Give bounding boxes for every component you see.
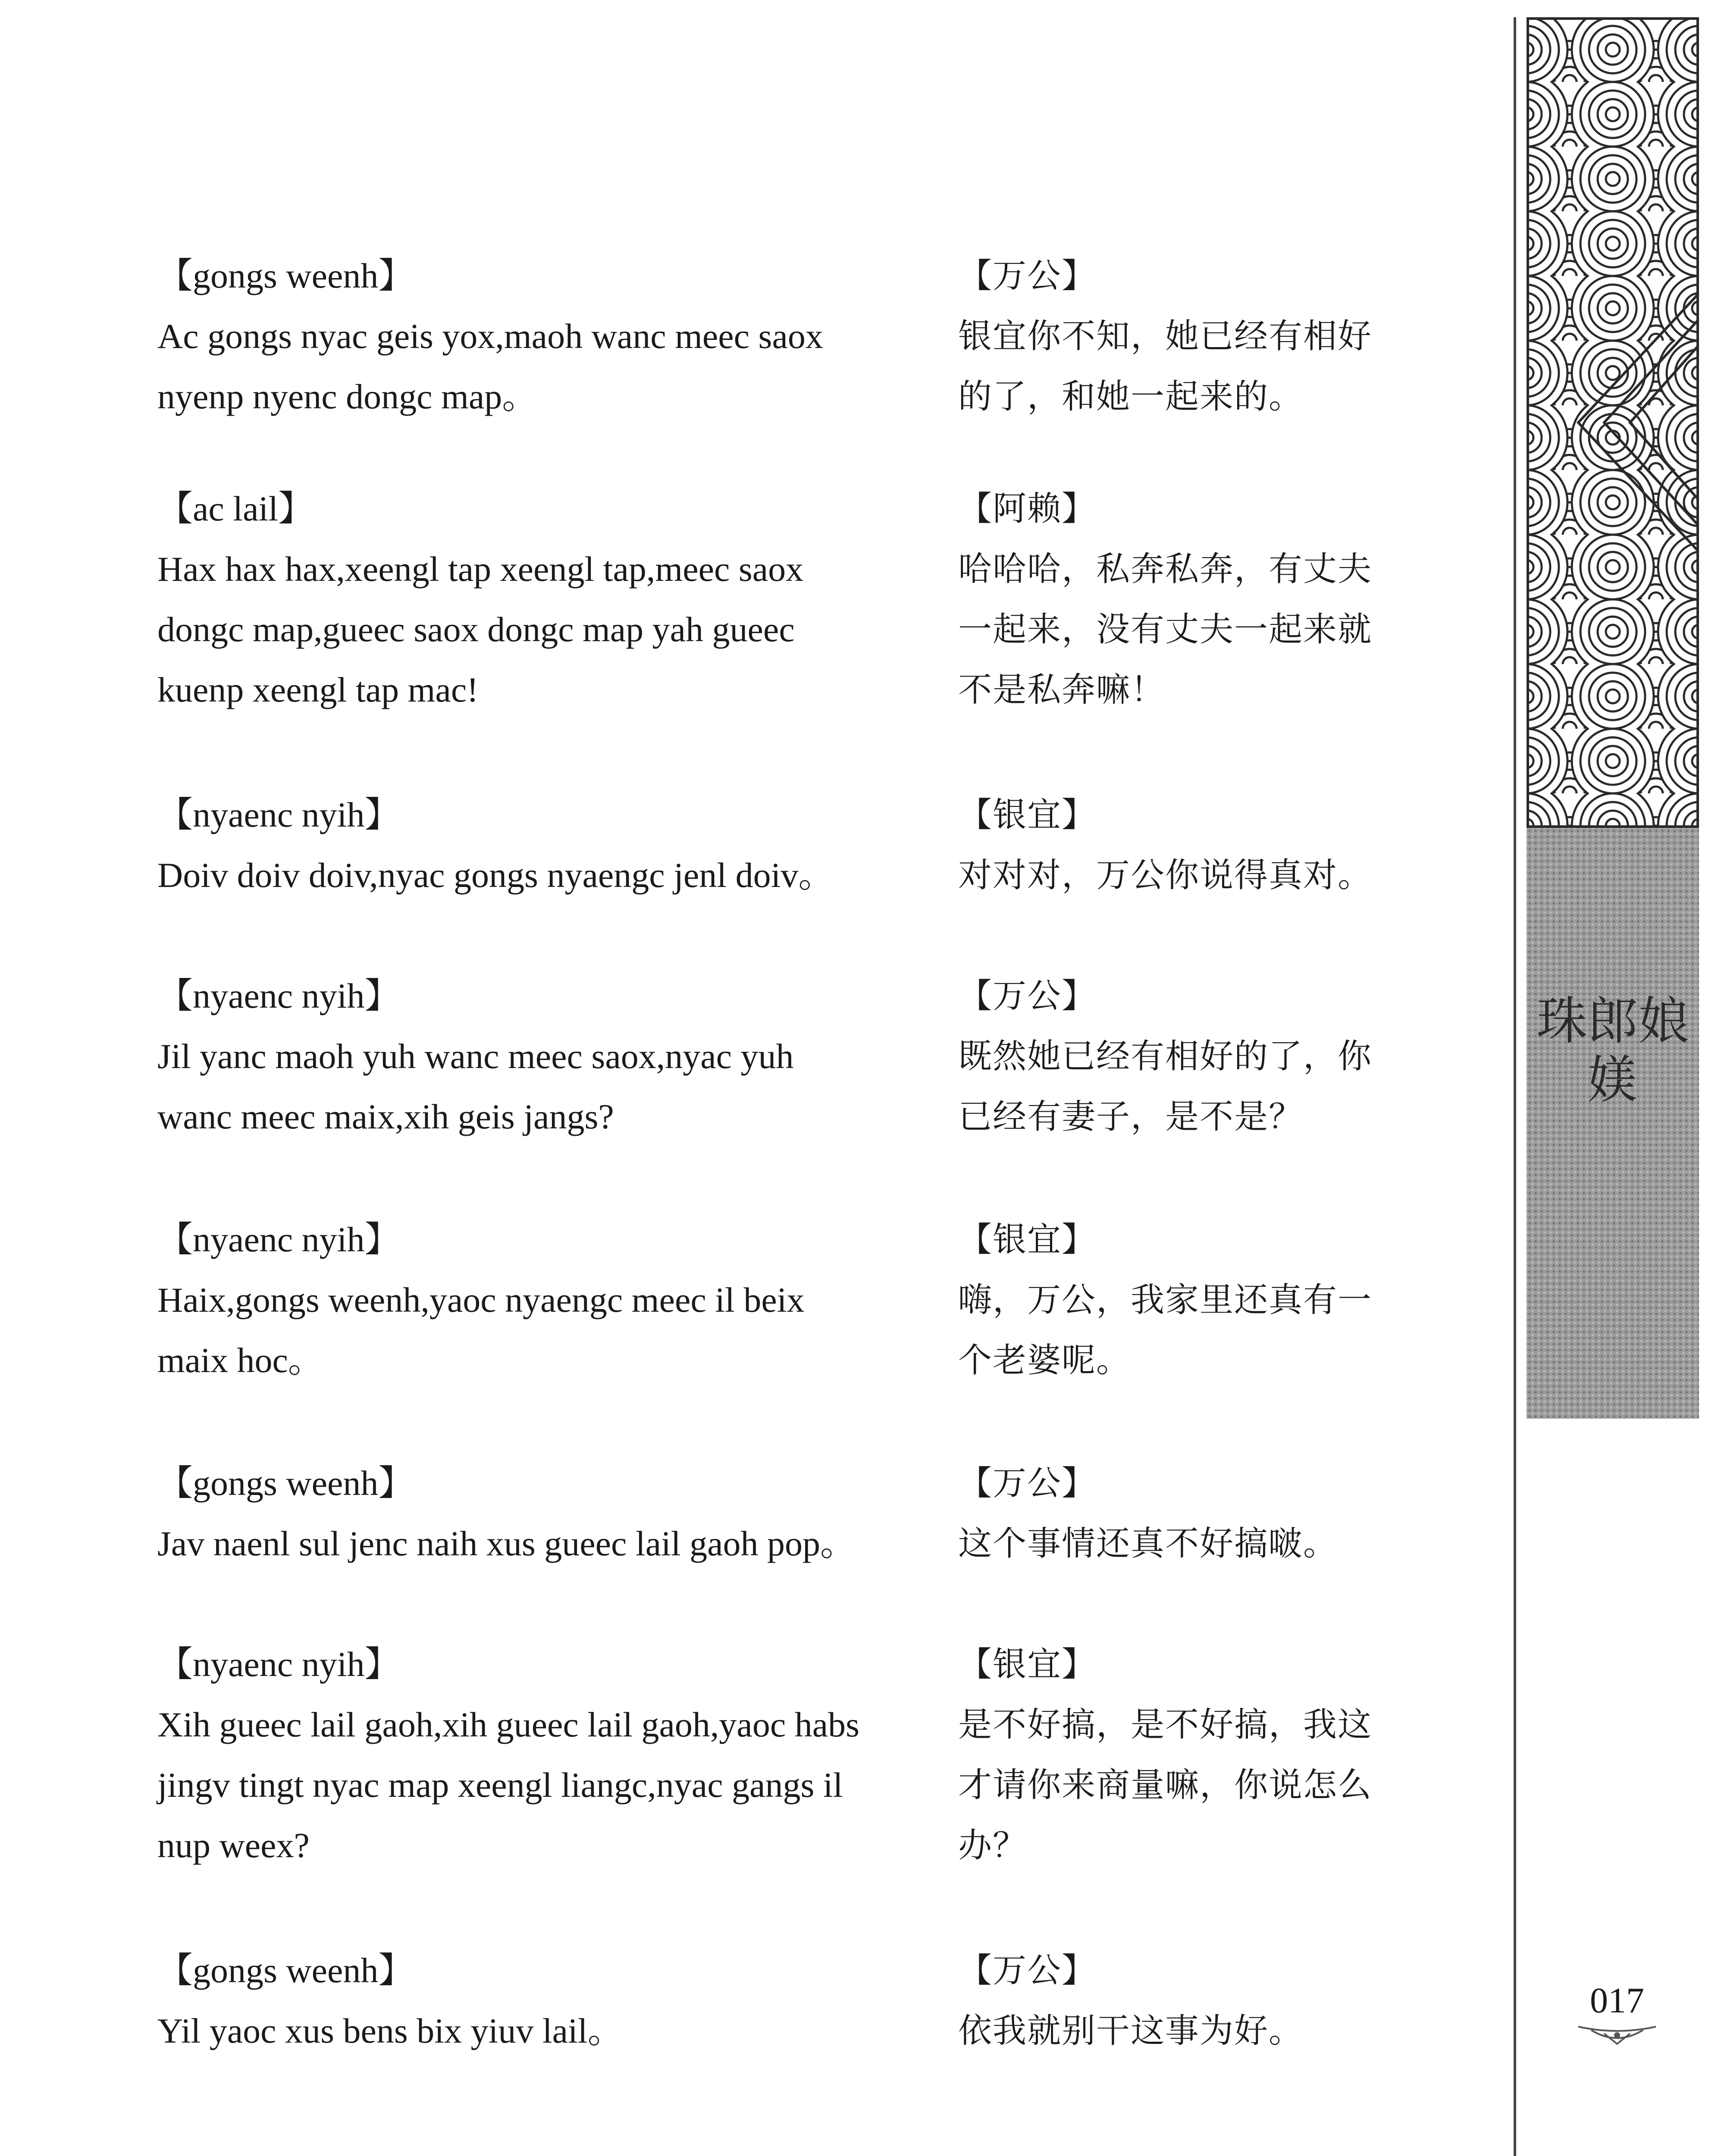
chinese-line: 哈哈哈，私奔私奔，有丈夫 bbox=[958, 550, 1373, 589]
cloud-pattern-icon bbox=[1527, 17, 1699, 828]
chinese-speaker: 【银宜】 bbox=[958, 1220, 1097, 1259]
dong-text bbox=[157, 479, 908, 720]
chinese-text bbox=[958, 246, 1424, 427]
dong-line: Haix,gongs weenh,yaoc nyaengc meec il beix bbox=[157, 1280, 805, 1319]
dong-speaker: 【nyaenc nyih】 bbox=[157, 1220, 400, 1259]
chinese-line: 办？ bbox=[958, 1826, 1028, 1865]
dong-speaker: 【gongs weenh】 bbox=[157, 1951, 414, 1990]
dong-line: jingv tingt nyac map xeengl liangc,nyac gangs il bbox=[157, 1765, 843, 1805]
dong-speaker: 【nyaenc nyih】 bbox=[157, 976, 400, 1015]
dong-line: kuenp xeengl tap mac! bbox=[157, 670, 479, 709]
dong-line: wanc meec maix,xih geis jangs? bbox=[157, 1097, 614, 1136]
chinese-line: 已经有妻子，是不是？ bbox=[958, 1097, 1304, 1136]
dong-speaker: 【nyaenc nyih】 bbox=[157, 795, 400, 834]
dong-line: dongc map,gueec saox dongc map yah gueec bbox=[157, 610, 795, 649]
dong-text bbox=[157, 1210, 908, 1391]
page-number: 017 bbox=[1590, 1981, 1644, 2021]
chinese-text bbox=[958, 1940, 1424, 2061]
chinese-line: 才请你来商量嘛，你说怎么 bbox=[958, 1766, 1373, 1805]
chinese-text bbox=[958, 966, 1424, 1147]
dong-speaker: 【nyaenc nyih】 bbox=[157, 1645, 400, 1684]
chinese-line: 依我就别干这事为好。 bbox=[958, 2012, 1304, 2050]
dong-text bbox=[157, 1453, 908, 1574]
dong-line: Hax hax hax,xeengl tap xeengl tap,meec saox bbox=[157, 549, 804, 589]
title-tab bbox=[1527, 828, 1699, 1419]
dong-line: Doiv doiv doiv,nyac gongs nyaengc jenl doiv。 bbox=[157, 856, 834, 895]
chinese-speaker: 【阿赖】 bbox=[958, 489, 1097, 528]
chinese-text bbox=[958, 1453, 1424, 1574]
chinese-speaker: 【万公】 bbox=[958, 257, 1097, 295]
dong-speaker: 【gongs weenh】 bbox=[157, 1463, 414, 1503]
chinese-speaker: 【万公】 bbox=[958, 1464, 1097, 1503]
chinese-line: 嗨，万公，我家里还真有一 bbox=[958, 1281, 1373, 1319]
chinese-speaker: 【银宜】 bbox=[958, 1645, 1097, 1684]
dong-speaker: 【gongs weenh】 bbox=[157, 256, 414, 295]
chinese-speaker: 【万公】 bbox=[958, 977, 1097, 1015]
dong-text bbox=[157, 966, 908, 1147]
chinese-text bbox=[958, 1634, 1424, 1876]
chinese-line: 个老婆呢。 bbox=[958, 1341, 1131, 1380]
chinese-line: 既然她已经有相好的了，你 bbox=[958, 1037, 1373, 1076]
dong-line: Xih gueec lail gaoh,xih gueec lail gaoh,yaoc habs bbox=[157, 1705, 860, 1744]
dong-speaker: 【ac lail】 bbox=[157, 489, 314, 528]
margin-rule bbox=[1514, 17, 1516, 2156]
chinese-speaker: 【银宜】 bbox=[958, 796, 1097, 834]
chinese-text bbox=[958, 479, 1424, 720]
dong-line: Jil yanc maoh yuh wanc meec saox,nyac yuh bbox=[157, 1037, 794, 1076]
flourish-icon bbox=[1574, 2022, 1660, 2048]
chinese-text bbox=[958, 1210, 1424, 1391]
book-title: 珠郎娘媄 bbox=[1536, 991, 1689, 1109]
dong-line: Yil yaoc xus bens bix yiuv lail。 bbox=[157, 2011, 623, 2050]
chinese-line: 的了，和她一起来的。 bbox=[958, 377, 1304, 416]
dong-line: Jav naenl sul jenc naih xus gueec lail gaoh pop。 bbox=[157, 1524, 856, 1563]
chinese-line: 对对对，万公你说得真对。 bbox=[958, 856, 1373, 895]
chinese-line: 这个事情还真不好搞啵。 bbox=[958, 1524, 1338, 1563]
dong-text bbox=[157, 1940, 908, 2061]
chinese-text bbox=[958, 785, 1424, 906]
dong-text bbox=[157, 1634, 908, 1876]
dong-line: nyenp nyenc dongc map。 bbox=[157, 377, 538, 416]
chinese-line: 不是私奔嘛！ bbox=[958, 671, 1166, 709]
chinese-line: 银宜你不知，她已经有相好 bbox=[958, 317, 1373, 356]
chinese-speaker: 【万公】 bbox=[958, 1951, 1097, 1990]
dong-line: Ac gongs nyac geis yox,maoh wanc meec saox bbox=[157, 317, 823, 356]
dong-line: maix hoc。 bbox=[157, 1341, 323, 1380]
dong-text bbox=[157, 785, 908, 906]
chinese-line: 是不好搞，是不好搞，我这 bbox=[958, 1705, 1373, 1744]
chinese-line: 一起来，没有丈夫一起来就 bbox=[958, 610, 1373, 649]
dong-line: nup weex? bbox=[157, 1826, 310, 1865]
dong-text bbox=[157, 246, 908, 427]
cloud-pattern-ornament bbox=[1527, 17, 1699, 828]
